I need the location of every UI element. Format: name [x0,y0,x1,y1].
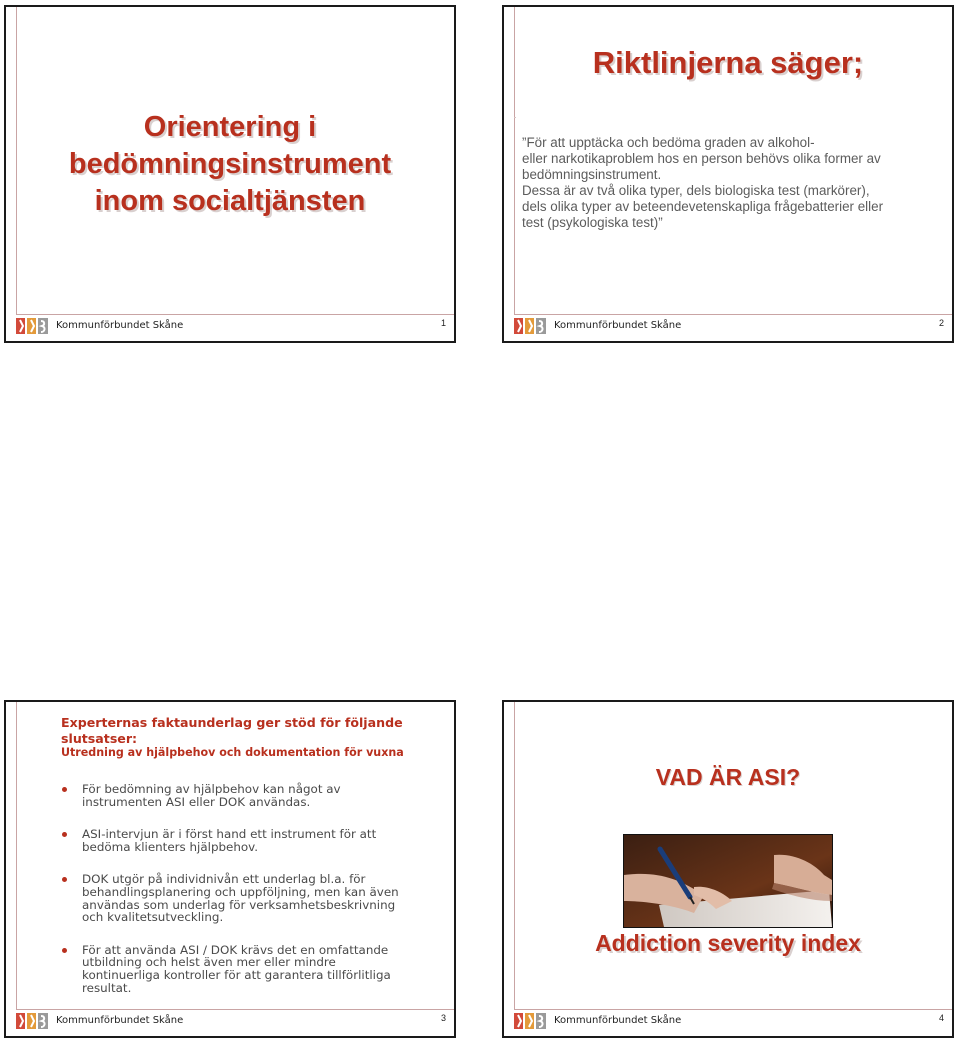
slide-4 [502,700,954,1038]
bullet-line: utbildning och helst även mer eller mindre [82,955,336,970]
quote-line: bedömningsinstrument. [522,167,662,182]
slide-heading: Experternas faktaunderlag ger stöd för följande slutsatser: [61,715,403,746]
organization-name: Kommunförbundet Skåne [554,320,682,331]
bullet-line: användas som underlag för verksamhetsbeskrivning [82,897,396,912]
title-line: bedömningsinstrument [68,148,392,180]
quote-line: dels olika typer av beteendevetenskapliga frågebatterier eller [522,199,884,214]
bullet-line: ASI-intervjun är i först hand ett instrument för att [82,827,377,842]
bullet-list [61,783,431,1014]
page-number: 1 [440,318,446,328]
kommunforbundet-skane-logo-icon [512,1010,548,1032]
kommunforbundet-skane-logo-icon [14,1010,50,1032]
quote-line: Dessa är av två olika typer, dels biologiska test (markörer), [522,183,870,198]
slide-1 [4,5,456,343]
frame-line [514,702,515,1010]
slide-title [24,109,436,220]
title-line: Orientering i [143,111,317,143]
slide-2 [502,5,954,343]
slide-footer [510,1009,946,1033]
slide-3 [4,700,456,1038]
bullet-line: bedöma klienters hjälpbehov. [82,839,259,854]
kommunforbundet-skane-logo-icon [14,315,50,337]
slide-footer [510,314,946,338]
slide-subheading: Utredning av hjälpbehov och dokumentation för vuxna [61,746,404,759]
bullet-line: resultat. [82,980,132,995]
bullet-line: behandlingsplanering och uppföljning, men kan även [82,884,399,899]
list-item [61,783,431,808]
page-number: 3 [440,1013,446,1023]
page-number: 4 [938,1013,944,1023]
bullet-line: DOK utgör på individnivån ett underlag bl.a. för [82,872,366,887]
quote-line: test (psykologiska test)” [522,215,663,230]
hand-writing-with-pen-photo [623,834,833,928]
slide-footer [12,314,448,338]
list-item [61,828,431,853]
frame-line [16,702,17,1010]
bullet-line: och kvalitetsutveckling. [82,910,224,925]
kommunforbundet-skane-logo-icon [512,315,548,337]
bullet-line: För att använda ASI / DOK krävs det en omfattande [82,942,389,957]
frame-line [514,7,515,315]
list-item [61,873,431,923]
bullet-line: kontinuerliga kontroller för att garantera tillförlitliga [82,967,391,982]
list-item [61,944,431,994]
bullet-line: instrumenten ASI eller DOK användas. [82,794,311,809]
organization-name: Kommunförbundet Skåne [56,1015,184,1026]
bullet-line: För bedömning av hjälpbehov kan något av [82,782,341,796]
title-line: inom socialtjänsten [94,185,366,217]
guideline-quote [522,135,932,231]
organization-name: Kommunförbundet Skåne [554,1015,682,1026]
slide-title: Addiction severity index [595,930,861,956]
page-number: 2 [938,318,944,328]
slide-footer [12,1009,448,1033]
organization-name: Kommunförbundet Skåne [56,320,184,331]
frame-tick [514,117,516,118]
slide-heading: VAD ÄR ASI? [655,764,801,790]
quote-line: eller narkotikaproblem hos en person behövs olika former av [522,151,881,166]
slide-title: Riktlinjerna säger; [592,45,864,80]
quote-line: ”För att upptäcka och bedöma graden av alkohol- [522,135,815,150]
frame-line [16,7,17,315]
